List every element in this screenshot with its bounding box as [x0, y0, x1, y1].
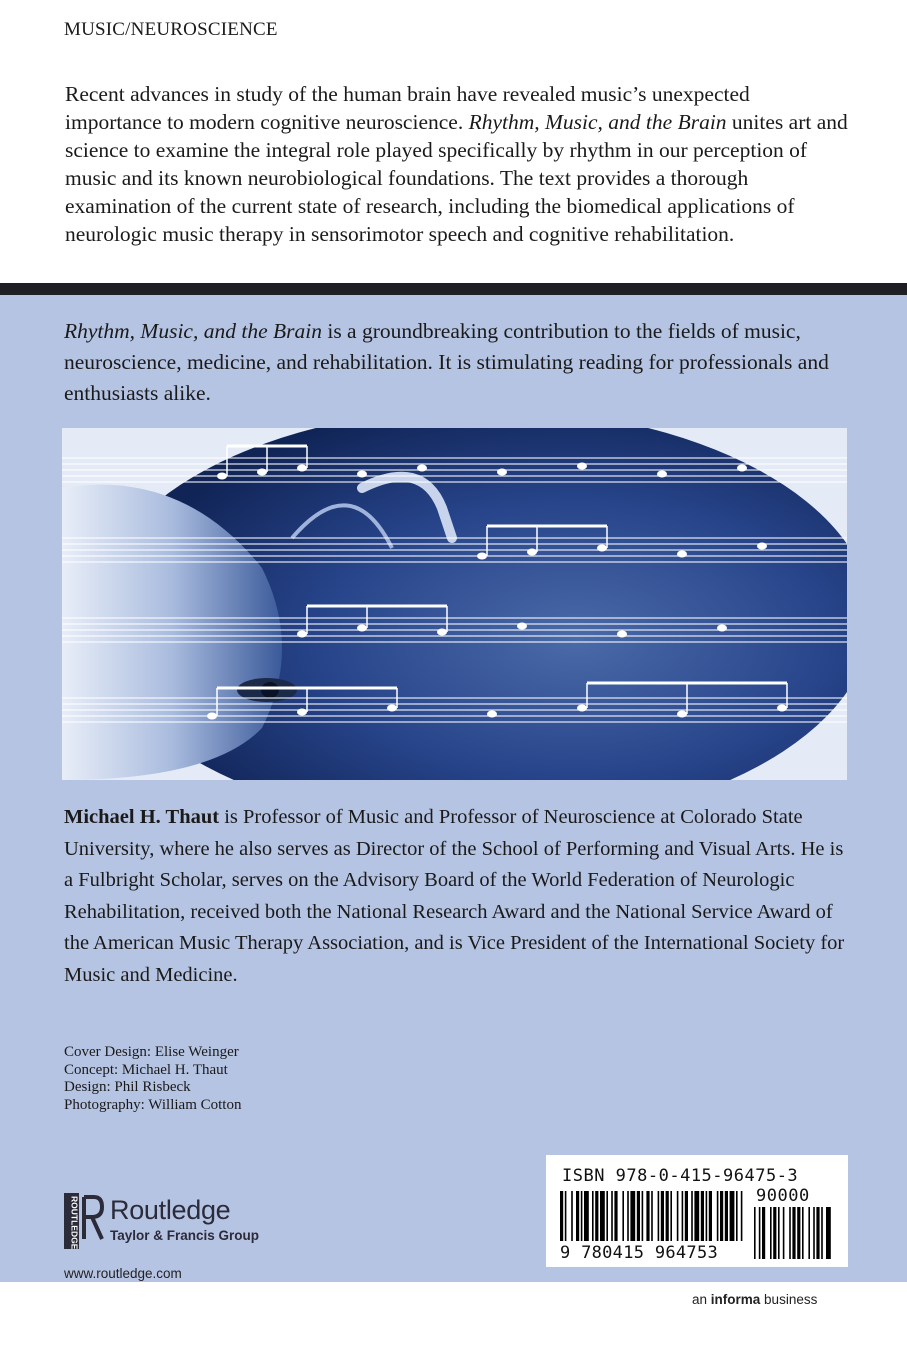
barcode-bar: [821, 1207, 823, 1259]
author-bio-text: is Professor of Music and Professor of Neuroscience at Colorado State University, where he also serves as Director of the School of Performing and Visual Arts. He is a Fulbright Scholar, serves on the Advisory Board of the World Federation of Neurologic Rehabilitation, received both the National Research Award and the National Service Award of the American Music Therapy Association, and is Vice President of the International Society for Music and Medicine.: [64, 806, 845, 986]
routledge-r-icon: [64, 1193, 106, 1249]
barcode-bar: [581, 1191, 583, 1241]
barcode-bar: [571, 1191, 573, 1241]
barcode-bar: [717, 1191, 719, 1241]
isbn-number: ISBN 978-0-415-96475-3: [562, 1166, 799, 1186]
description-part-2: unites art and science to examine the integral role played specifically by rhythm in our perception of music and its known neurobiological foundations. The text provides a thorough examination of the current state of research, including the biomedical applications of neurologic music therapy in sensorimotor speech and cognitive rehabilitation.: [65, 110, 848, 246]
barcode-bar: [694, 1191, 699, 1241]
barcode-bar: [759, 1207, 761, 1259]
barcode-bar: [802, 1207, 804, 1259]
vertical-brand-mark: ROUTLEDGE: [69, 1196, 80, 1249]
barcode-bar: [642, 1191, 644, 1241]
dark-divider-band: [0, 283, 907, 295]
barcode-bar: [701, 1191, 704, 1241]
top-white-panel: [0, 0, 907, 283]
barcode-bar: [565, 1191, 567, 1241]
barcode-bar: [637, 1191, 640, 1241]
barcode-bar: [778, 1207, 780, 1259]
barcode-bar: [789, 1207, 791, 1259]
barcode-bar: [826, 1207, 831, 1259]
barcode-bar: [730, 1191, 735, 1241]
barcode-bar: [709, 1191, 712, 1241]
price-code: 90000: [756, 1186, 810, 1206]
barcode-bar: [670, 1191, 672, 1241]
credit-line: Photography: William Cotton: [64, 1096, 242, 1113]
barcode-bar: [741, 1191, 743, 1241]
barcode-bar: [576, 1191, 579, 1241]
description-part-1: Recent advances in study of the human brain have revealed music’s unexpected importance to modern cognitive neuroscience.: [65, 82, 750, 134]
barcode-bar: [736, 1191, 738, 1241]
barcode-bar: [666, 1191, 669, 1241]
isbn-barcode: [546, 1155, 848, 1267]
informa-bold: informa: [710, 1292, 761, 1307]
author-bio-paragraph: [64, 802, 854, 991]
barcode-bar: [614, 1191, 617, 1241]
barcode-bar: [770, 1207, 772, 1259]
barcode-bar: [661, 1191, 664, 1241]
barcode-bar: [691, 1191, 693, 1241]
praise-paragraph: [64, 316, 854, 409]
barcode-bar: [592, 1191, 594, 1241]
barcode-bar: [754, 1207, 756, 1259]
credit-line: Concept: Michael H. Thaut: [64, 1061, 228, 1078]
publisher-name: Routledge: [110, 1195, 231, 1225]
credits-list: [64, 1044, 241, 1114]
barcode-bar: [816, 1207, 819, 1259]
barcode-bar: [630, 1191, 635, 1241]
category-label: MUSIC/NEUROSCIENCE: [64, 19, 278, 40]
barcode-bar: [595, 1191, 598, 1241]
barcode-bar: [560, 1191, 563, 1241]
publisher-url: www.routledge.com: [64, 1266, 182, 1281]
publisher-logo: [64, 1193, 284, 1249]
barcode-bar: [725, 1191, 728, 1241]
barcode-bar: [797, 1207, 800, 1259]
barcode-bar: [651, 1191, 653, 1241]
barcode-bar: [606, 1191, 608, 1241]
barcode-bar: [611, 1191, 613, 1241]
photo-illustration: [62, 428, 847, 780]
barcode-bar: [783, 1207, 785, 1259]
barcode-bar: [682, 1191, 684, 1241]
barcode-bar: [646, 1191, 649, 1241]
barcode-bar: [720, 1191, 723, 1241]
barcode-bar: [808, 1207, 810, 1259]
publisher-group: Taylor & Francis Group: [110, 1228, 260, 1243]
praise-text: is a groundbreaking contribution to the fields of music, neuroscience, medicine, and rehabilitation. It is stimulating reading for professionals and enthusiasts alike.: [64, 319, 829, 405]
book-title-italic: Rhythm, Music, and the Brain: [468, 110, 727, 134]
barcode-bar: [706, 1191, 708, 1241]
barcode-bar: [677, 1191, 679, 1241]
barcode-bar: [685, 1191, 688, 1241]
cover-photo-music-brain: [62, 428, 847, 780]
barcode-bar: [622, 1191, 624, 1241]
barcode-bar: [658, 1191, 660, 1241]
ean-digits: 9 780415 964753: [560, 1243, 719, 1263]
barcode-bar: [813, 1207, 815, 1259]
credit-line: Cover Design: Elise Weinger: [64, 1044, 239, 1060]
barcode-bar: [584, 1191, 589, 1241]
barcode-bar: [773, 1207, 776, 1259]
barcode-bar: [627, 1191, 629, 1241]
barcode-bar: [762, 1207, 765, 1259]
barcode-bar: [600, 1191, 605, 1241]
barcode-bar: [792, 1207, 795, 1259]
informa-tagline: an informa business: [692, 1292, 818, 1307]
credit-line: Design: Phil Risbeck: [64, 1079, 191, 1095]
praise-title-italic: Rhythm, Music, and the Brain: [64, 319, 322, 343]
description-paragraph: [65, 80, 850, 248]
author-name: Michael H. Thaut: [64, 806, 220, 828]
